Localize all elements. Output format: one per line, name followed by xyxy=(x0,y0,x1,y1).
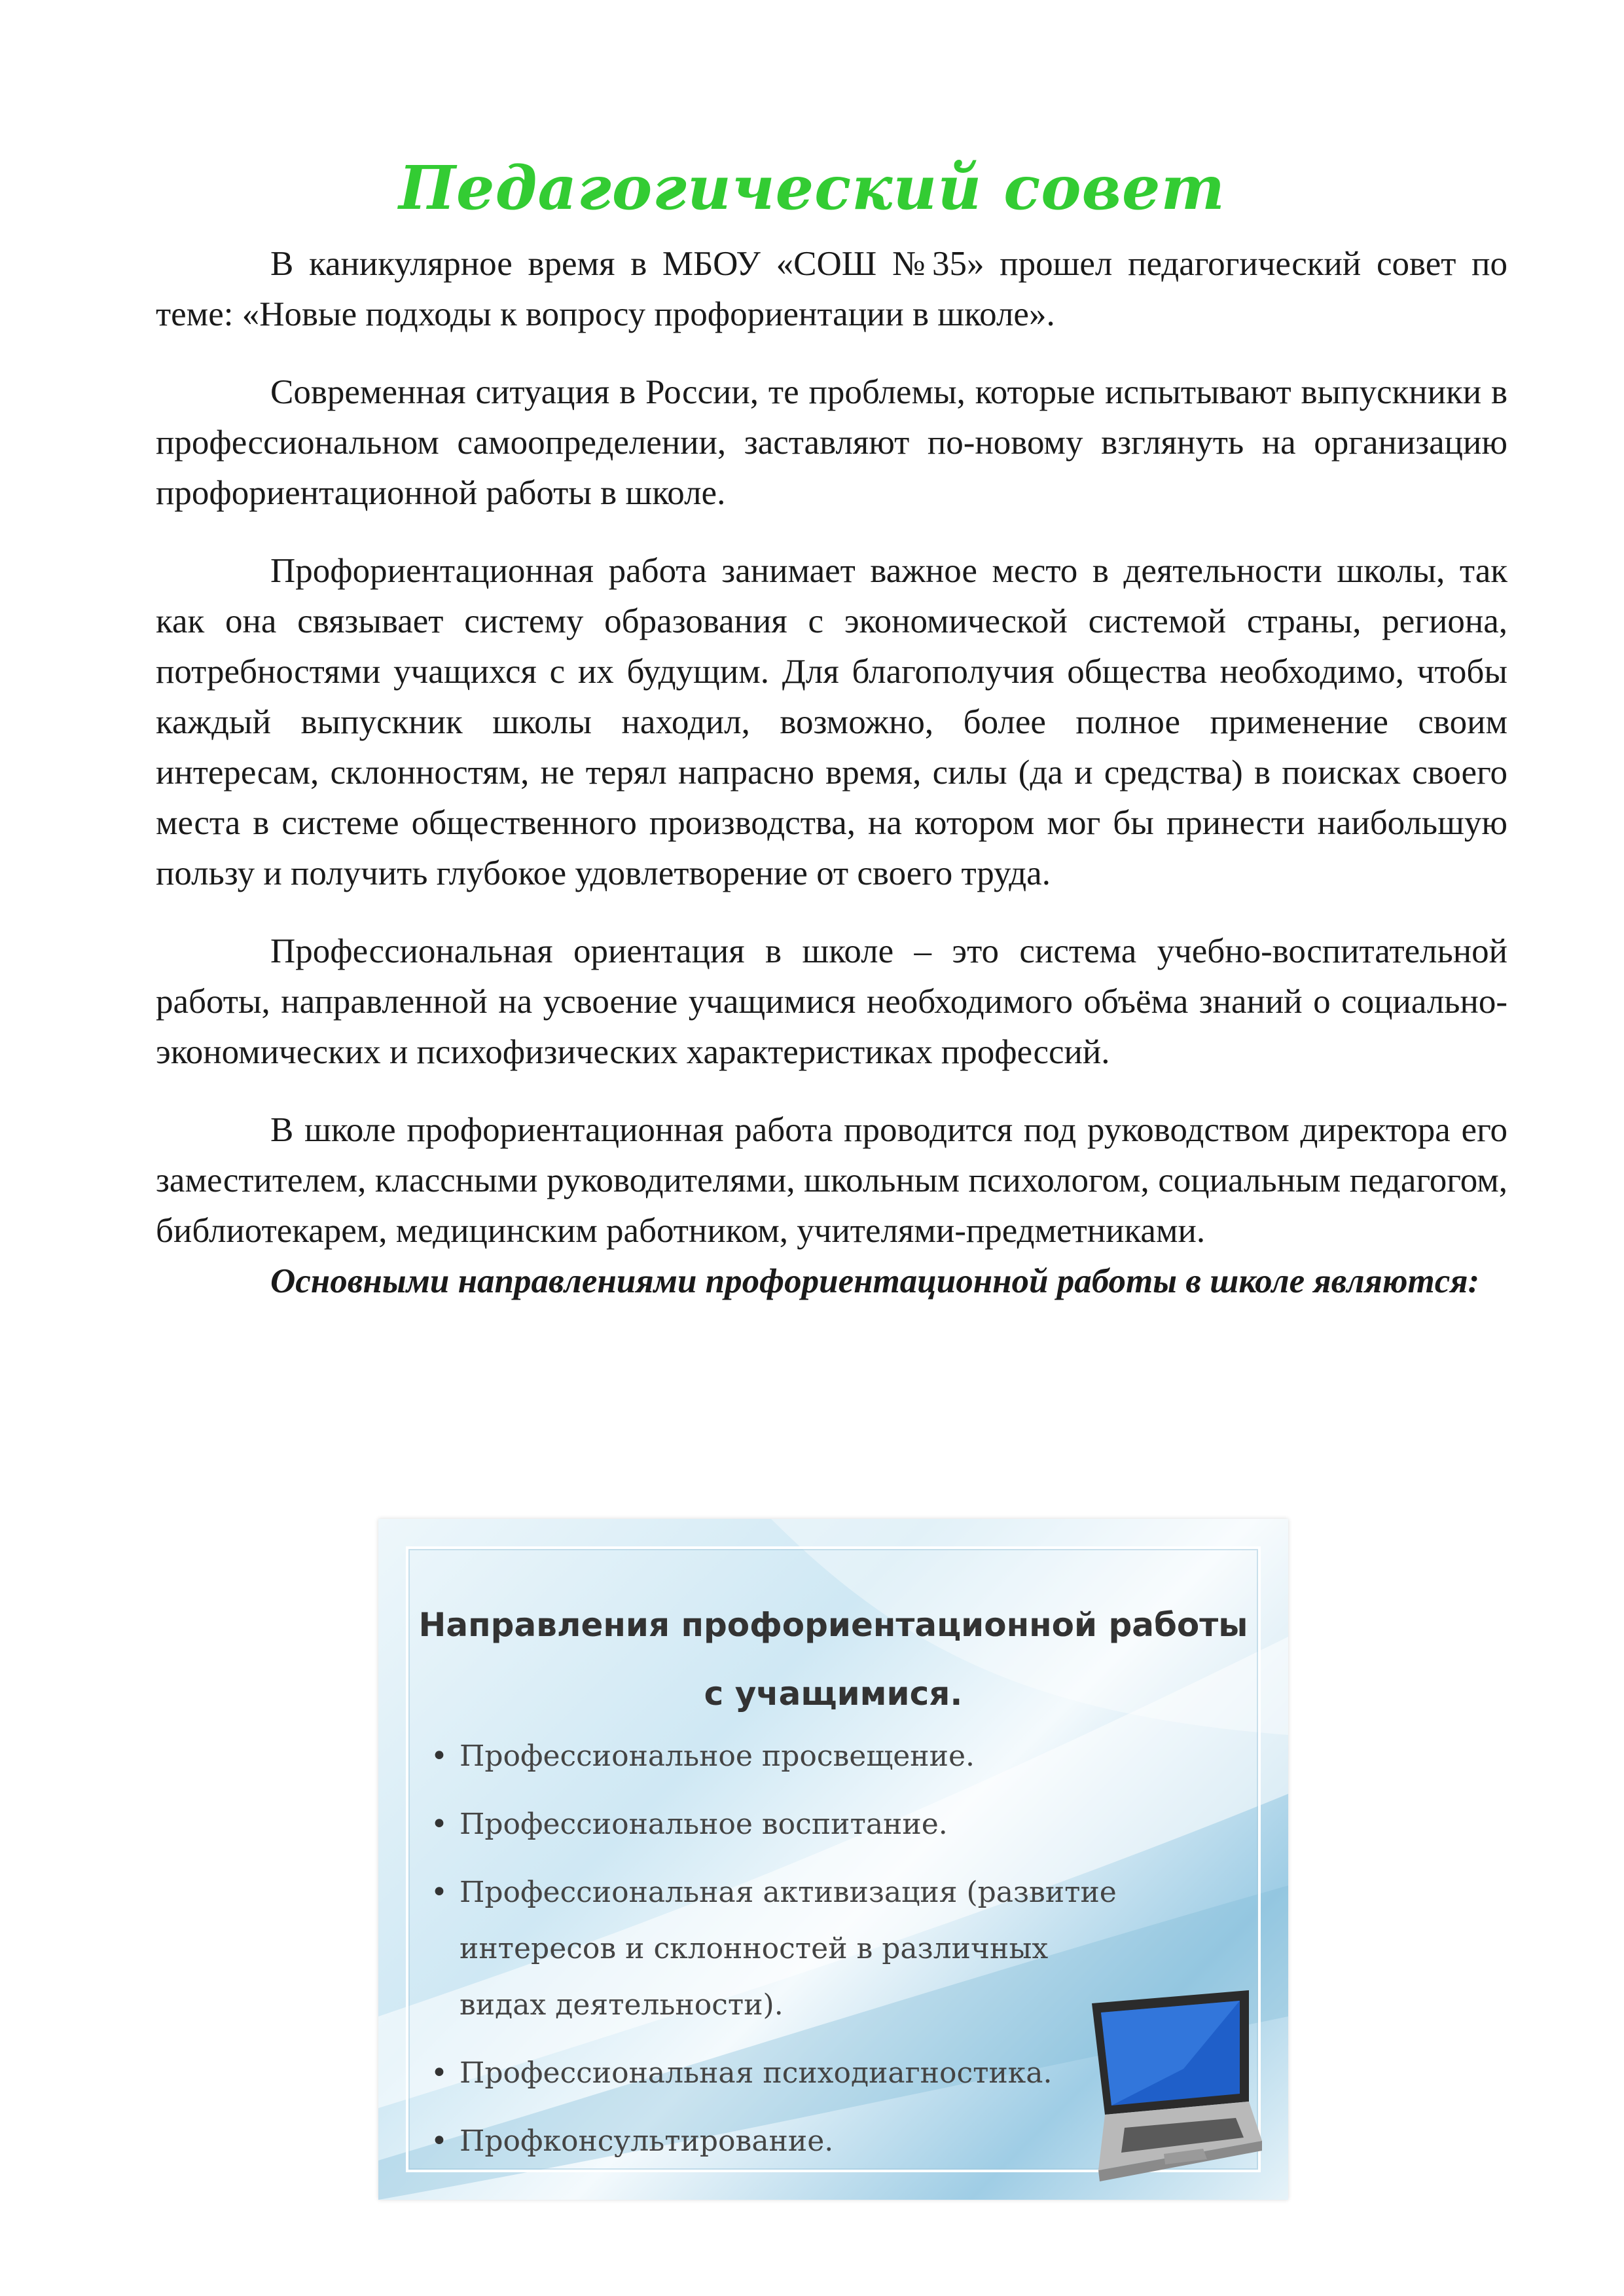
laptop-icon xyxy=(1053,1990,1262,2187)
paragraph-intro: В каникулярное время в МБОУ «СОШ №35» прошел педагогический совет по теме: «Новые подходы к вопросу профориентации в школе». xyxy=(156,245,1507,333)
bullet-icon: • xyxy=(431,2056,448,2090)
list-item: • Профессиональная активизация (развитие интересов и склонностей в различных видах деятельности). xyxy=(431,1865,1118,2033)
paragraph-definition: Профессиональная ориентация в школе – это система учебно-воспитательной работы, направленной на усвоение учащимися необходимого объёма знаний о социально-экономических и психофизических характеристиках профессий. xyxy=(156,932,1507,1071)
page-title: Педагогический совет xyxy=(399,152,1225,223)
bullet-icon: • xyxy=(431,1808,448,1841)
list-item: • Профессиональное воспитание. xyxy=(431,1796,1118,1853)
bullet-icon: • xyxy=(431,2124,448,2158)
bullet-icon: • xyxy=(431,1740,448,1773)
list-item: • Профессиональное просвещение. xyxy=(431,1728,1118,1785)
bullet-icon: • xyxy=(431,1876,448,1909)
paragraph-situation: Современная ситуация в России, те проблемы, которые испытывают выпускники в профессиональном самоопределении, заставляют по-новому взглянуть на организацию профориентационной работы в школе. xyxy=(156,373,1507,512)
list-item: • Профконсультирование. xyxy=(431,2113,1118,2170)
paragraph-responsible: В школе профориентационная работа проводится под руководством директора его заместителем, классными руководителями, школьным психологом, социальным педагогом, библиотекарем, медицинским работником, учителями-предметниками. xyxy=(156,1111,1507,1250)
paragraph-importance: Профориентационная работа занимает важное место в деятельности школы, так как она связывает систему образования с экономической системой страны, региона, потребностями учащихся с их будущим. Для благополучия общества необходимо, чтобы каждый выпускник школы находил, возможно, более полное применение своим интересам, склонностям, не терял напрасно время, силы (да и средства) в поисках своего места в системе общественного производства, на котором мог бы принести наибольшую пользу и получить глубокое удовлетворение от своего труда. xyxy=(156,552,1507,892)
article-body xyxy=(156,239,1507,1307)
directions-lead: Основными направлениями профориентационной работы в школе являются: xyxy=(270,1262,1480,1300)
slide-title: Направления профориентационной работы с учащимися. xyxy=(418,1606,1248,1713)
directions-slide-image xyxy=(378,1519,1288,2200)
slide-list xyxy=(431,1728,1118,2181)
list-item: • Профессиональная психодиагностика. xyxy=(431,2045,1118,2102)
